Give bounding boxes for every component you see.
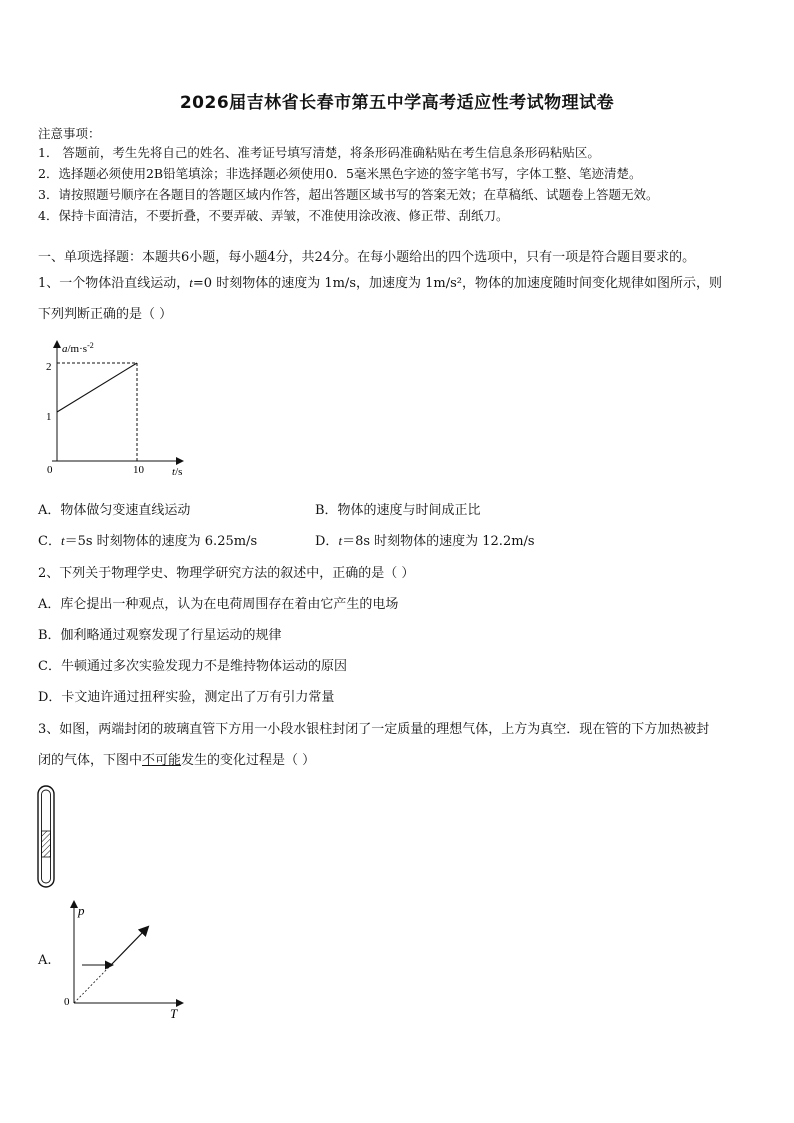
origin-label: 0 bbox=[64, 996, 70, 1008]
origin-label: 0 bbox=[47, 464, 53, 476]
q3-stem-text: 闭的气体，下图中 bbox=[38, 753, 143, 768]
p-axis-label: p bbox=[78, 903, 85, 918]
q2-option-d[interactable]: D．卡文迪许通过扭秤实验，测定出了万有引力常量 bbox=[38, 690, 335, 705]
q3-stem-emphasis: 不可能 bbox=[142, 753, 182, 768]
q3-stem-line2 bbox=[38, 749, 315, 768]
option-text: ＝8s 时刻物体的速度为 12.2m/s bbox=[342, 534, 535, 549]
acceleration-series-line bbox=[57, 363, 137, 412]
q1-option-d[interactable] bbox=[315, 530, 535, 549]
option-t: t bbox=[60, 533, 65, 548]
q1-stem-t: t bbox=[189, 275, 193, 290]
q3-option-a-pt-graph[interactable] bbox=[56, 898, 186, 1023]
q2-option-c[interactable]: C．牛顿通过多次实验发现力不是维持物体运动的原因 bbox=[38, 659, 347, 674]
notes-item: 1． 答题前，考生先将自己的姓名、准考证号填写清楚，将条形码准确粘贴在考生信息条形码粘贴区。 bbox=[38, 145, 600, 160]
q1-stem-line1 bbox=[38, 272, 722, 291]
q3-stem-line1: 3、如图，两端封闭的玻璃直管下方用一小段水银柱封闭了一定质量的理想气体，上方为真空．现在管的下方加热被封 bbox=[38, 722, 710, 737]
notes-item: 4．保持卡面清洁，不要折叠，不要弄破、弄皱，不准使用涂改液、修正带、刮纸刀。 bbox=[38, 208, 509, 223]
q1-option-a[interactable]: A．物体做匀变速直线运动 bbox=[38, 503, 191, 518]
q3-option-a-label[interactable]: A. bbox=[38, 953, 52, 968]
option-text: ＝5s 时刻物体的速度为 6.25m/s bbox=[64, 534, 258, 549]
mercury-column bbox=[42, 831, 51, 857]
q1-stem-text: =0 时刻物体的速度为 1m/s，加速度为 1m/s²，物体的加速度随时间变化规律如图所示，则 bbox=[192, 276, 722, 291]
y-axis-label: $a/m\cdot s^{-2}$ bbox=[62, 341, 94, 355]
q3-stem-text: 发生的变化过程是（ ） bbox=[181, 753, 316, 768]
q1-acceleration-graph bbox=[30, 338, 210, 480]
option-text: D． bbox=[315, 534, 339, 549]
q1-option-c[interactable] bbox=[38, 530, 257, 549]
q1-option-b[interactable]: B．物体的速度与时间成正比 bbox=[315, 503, 481, 518]
q1-stem-line2: 下列判断正确的是（ ） bbox=[38, 307, 173, 322]
notes-item: 3．请按照题号顺序在各题目的答题区域内作答，超出答题区域书写的答案无效；在草稿纸、试题卷上答题无效。 bbox=[38, 187, 659, 202]
section-heading: 一、单项选择题：本题共6小题，每小题4分，共24分。在每小题给出的四个选项中，只有一项是符合题目要求的。 bbox=[38, 250, 696, 265]
y-tick-label: 1 bbox=[46, 411, 52, 423]
glass-tube-figure bbox=[36, 785, 58, 889]
option-t: t bbox=[338, 533, 343, 548]
t-axis-label: T bbox=[170, 1006, 178, 1021]
q2-stem: 2、下列关于物理学史、物理学研究方法的叙述中，正确的是（ ） bbox=[38, 566, 415, 581]
x-axis-label: t/s bbox=[172, 466, 183, 478]
q2-option-b[interactable]: B．伽利略通过观察发现了行星运动的规律 bbox=[38, 628, 282, 643]
y-tick-label: 2 bbox=[46, 361, 52, 373]
notes-item: 2．选择题必须使用2B铅笔填涂；非选择题必须使用0．5毫米黑色字迹的签字笔书写，字体工整、笔迹清楚。 bbox=[38, 166, 642, 181]
q1-stem-text: 1、一个物体沿直线运动， bbox=[38, 276, 190, 291]
notes-heading: 注意事项： bbox=[38, 126, 101, 141]
page-title: 2026届吉林省长春市第五中学高考适应性考试物理试卷 bbox=[179, 93, 615, 113]
diagonal-process-arrow bbox=[111, 929, 146, 965]
dashed-extension-line bbox=[74, 965, 111, 1003]
option-text: C． bbox=[38, 534, 61, 549]
q2-option-a[interactable]: A．库仑提出一种观点，认为在电荷周围存在着由它产生的电场 bbox=[38, 597, 399, 612]
x-tick-label: 10 bbox=[133, 464, 144, 476]
